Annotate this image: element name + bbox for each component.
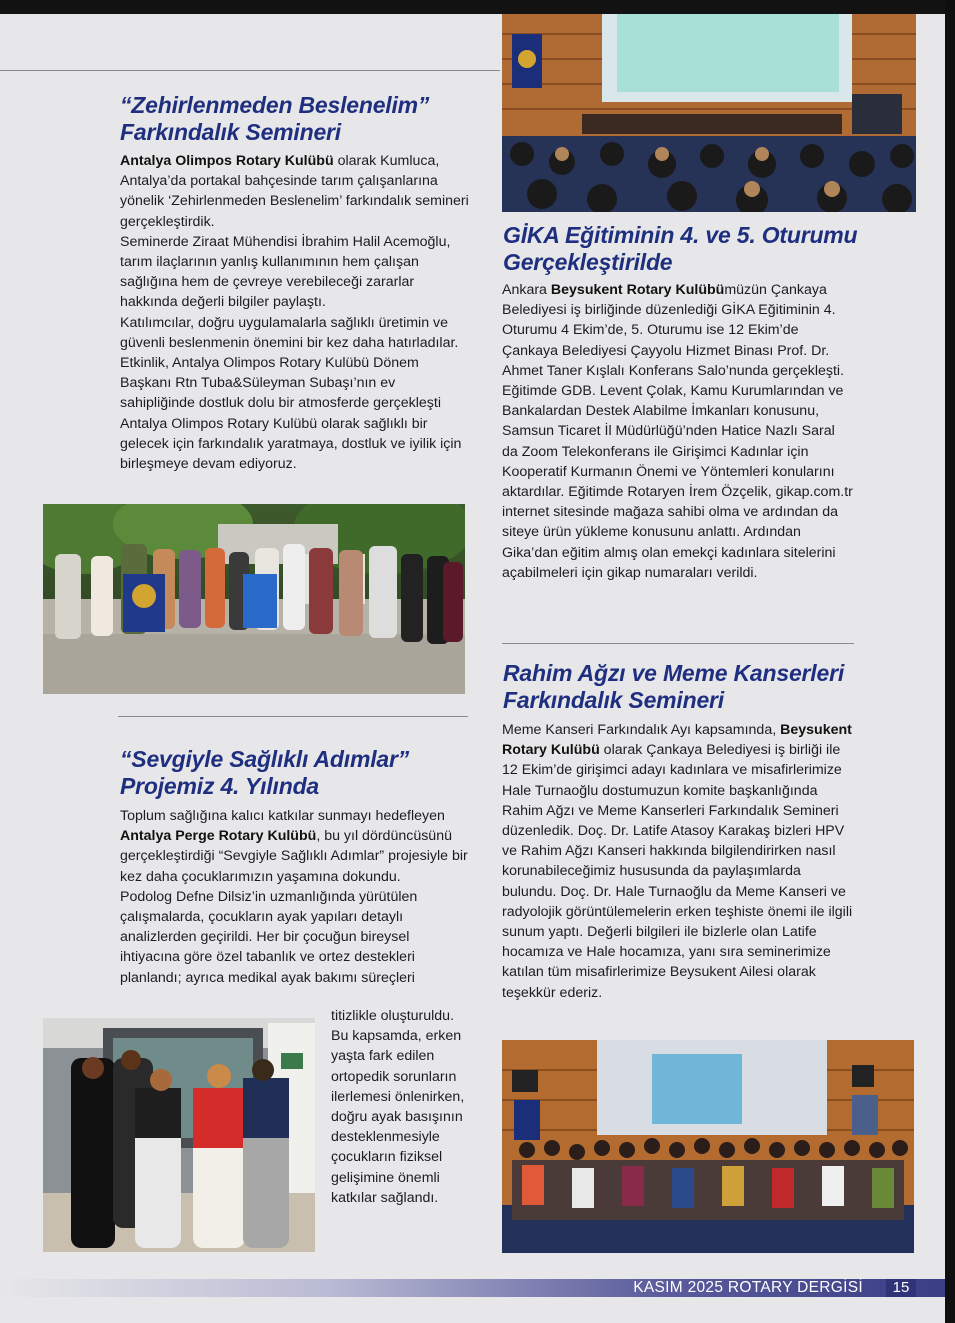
article4-title-line2: Farkındalık Semineri bbox=[503, 687, 724, 713]
footer-magazine: ROTARY DERGİSİ bbox=[727, 1279, 863, 1296]
mid-rule-left bbox=[118, 716, 468, 717]
article2-body bbox=[120, 806, 472, 988]
orchard-group-photo bbox=[43, 504, 465, 694]
article3-club: Beysukent Rotary Kulübü bbox=[550, 282, 725, 298]
top-rule bbox=[0, 70, 500, 71]
article4-title-line1: Rahim Ağzı ve Meme Kanserleri bbox=[503, 660, 845, 686]
article2-title-line2: Projemiz 4. Yılında bbox=[120, 773, 320, 799]
article2-title-line1: “Sevgiyle Sağlıklı Adımlar” bbox=[120, 746, 410, 772]
article1-p3: Katılımcılar, doğru uygulamalarla sağlıklı üretimin ve güvenli beslenmenin önemini bir kez daha hatırladılar. bbox=[120, 314, 459, 351]
article2-p2: Podolog Defne Dilsiz’in uzmanlığında yürütülen çalışmalarda, çocukların ayak yapıları detaylı analizlerden geçirildi. Her bir çocuğun bireysel ihtiyacına göre özel tabanlık ve ortez destekleri planlandı; ayrıca medikal ayak bakımı süreçleri bbox=[120, 888, 418, 986]
article3-title bbox=[503, 222, 903, 276]
article4-body bbox=[502, 720, 854, 1003]
seminar-group-photo bbox=[502, 1040, 914, 1253]
article4-title bbox=[503, 660, 903, 714]
article1-title-line1: “Zehirlenmeden Beslenelim” bbox=[120, 92, 430, 118]
right-dark-edge bbox=[945, 0, 955, 1323]
footer-label bbox=[633, 1279, 863, 1297]
page-number: 15 bbox=[886, 1279, 916, 1297]
magazine-page bbox=[0, 14, 945, 1323]
article2-club: Antalya Perge Rotary Kulübü bbox=[120, 828, 317, 845]
article1-title-line2: Farkındalık Semineri bbox=[120, 119, 341, 145]
mid-rule-right bbox=[502, 643, 854, 644]
article4-p1: olarak Çankaya Belediyesi iş birliği ile 12 Ekim’de girişimci adayı kadınlara ve misafirlerimize Hale Turnaoğlu dostumuzun komite başkanlığında Rahim Ağzı ve Meme Kanserleri Farkındalık Semineri düzenledik. Doç. Dr. Latife Atasoy Karakaş bizleri HPV ve Rahim Ağzı Kanseri hakkında bilgilendirirken nasıl korunabileceğimiz hususunda da paylaşımlarda bulundu. Doç. Dr. Hale Turnaoğlu da Meme Kanseri ve radyolojik görüntülemelerin erken teşhiste önemi ile ilgili sunum yaptı. Değerli bilgileri ile bizlerle olan Latife hocamıza ve Hale hocamıza, yanı sıra seminerimize katılan tüm misafirlerimize Beysukent Ailesi olarak teşekkür ederiz. bbox=[502, 742, 853, 1001]
article1-title bbox=[120, 92, 480, 146]
clinic-group-photo bbox=[43, 1018, 315, 1252]
article2-p2-tail: titizlikle oluşturuldu. Bu kapsamda, erken yaşta fark edilen ortopedik sorunların ilerlemesi önlenirken, doğru ayak basışının desteklenmesiyle çocukların fiziksel gelişimine önemli katkılar sağlandı. bbox=[331, 1008, 465, 1206]
article1-body bbox=[120, 151, 472, 474]
article2-body-tail bbox=[331, 1006, 473, 1208]
top-dark-edge bbox=[0, 0, 955, 14]
article1-p2: Seminerde Ziraat Mühendisi İbrahim Halil Acemoğlu, tarım ilaçlarının yanlış kullanımının hem çalışan sağlığına hem de çevreye verebileceği zararlar hakkında değerli bilgiler paylaştı. bbox=[120, 233, 451, 311]
conference-hall-photo bbox=[502, 14, 916, 212]
article2-title bbox=[120, 746, 480, 800]
footer-month-year: KASIM 2025 bbox=[633, 1279, 724, 1296]
article1-p1: olarak Kumluca, Antalya’da portakal bahçesinde tarım çalışanlarına yönelik ‘Zehirlenmeden Beslenelim’ farkındalık semineri gerçekleştirdik. bbox=[120, 153, 469, 230]
article3-p1-start: Ankara bbox=[502, 282, 551, 298]
article1-club: Antalya Olimpos Rotary Kulübü bbox=[120, 153, 334, 169]
article3-p1: müzün Çankaya Belediyesi iş birliğinde düzenlediği GİKA Eğitiminin 4. Oturumu 4 Ekim’de, 5. Oturumu ise 12 Ekim’de Çankaya Belediyesi Çayyolu Hizmet Binası Prof. Dr. Ahmet Taner Kışlalı Konferans Salo’nunda gerçekleşti. Eğitimde GDB. Levent Çolak, Kamu Kurumlarından ve Bankalardan Destek Alabilme İmkanları konusunu, Samsun Ticaret İl Müdürlüğü’nden Hatice Nazlı Saral da Zoom Telekonferans ile Girişimci Kadınlar için Kooperatif Kurmanın Önemi ve Yöntemleri konularını aktardılar. Eğitimde Rotaryen İrem Özçelik, gikap.com.tr internet sitesinde mağaza sahibi olma ve ardından da siteye ürün yükleme konusunu anlattı. Ardından Gika’dan eğitim almış olan emekçi kadınlara sitelerini açabilmeleri için gikap numaraları verildi. bbox=[502, 282, 853, 581]
article3-body bbox=[502, 280, 854, 583]
article2-p1-start: Toplum sağlığına kalıcı katkılar sunmayı hedefleyen bbox=[120, 808, 445, 824]
article4-p1-start: Meme Kanseri Farkındalık Ayı kapsamında, bbox=[502, 722, 781, 738]
article3-title-line1: GİKA Eğitiminin 4. ve 5. Oturumu bbox=[503, 222, 858, 248]
article2-p1: , bu yıl dördüncüsünü gerçekleştirdiği “Sevgiyle Sağlıklı Adımlar” projesiyle bir kez daha çocuklarımızın yaşamına dokundu. bbox=[120, 828, 468, 885]
article3-title-line2: Gerçekleştirilde bbox=[503, 249, 673, 275]
article1-p4: Etkinlik, Antalya Olimpos Rotary Kulübü Dönem Başkanı Rtn Tuba&Süleyman Subaşı’nın ev sahipliğinde dostluk dolu bir atmosferde gerçekleşti Antalya Olimpos Rotary Kulübü olarak sağlıklı bir gelecek için farkındalık yaratmaya, dostluk ve iyilik için birleşmeye devam ediyoruz. bbox=[120, 355, 462, 473]
article4-club: Beysukent Rotary Kulübü bbox=[502, 722, 852, 759]
